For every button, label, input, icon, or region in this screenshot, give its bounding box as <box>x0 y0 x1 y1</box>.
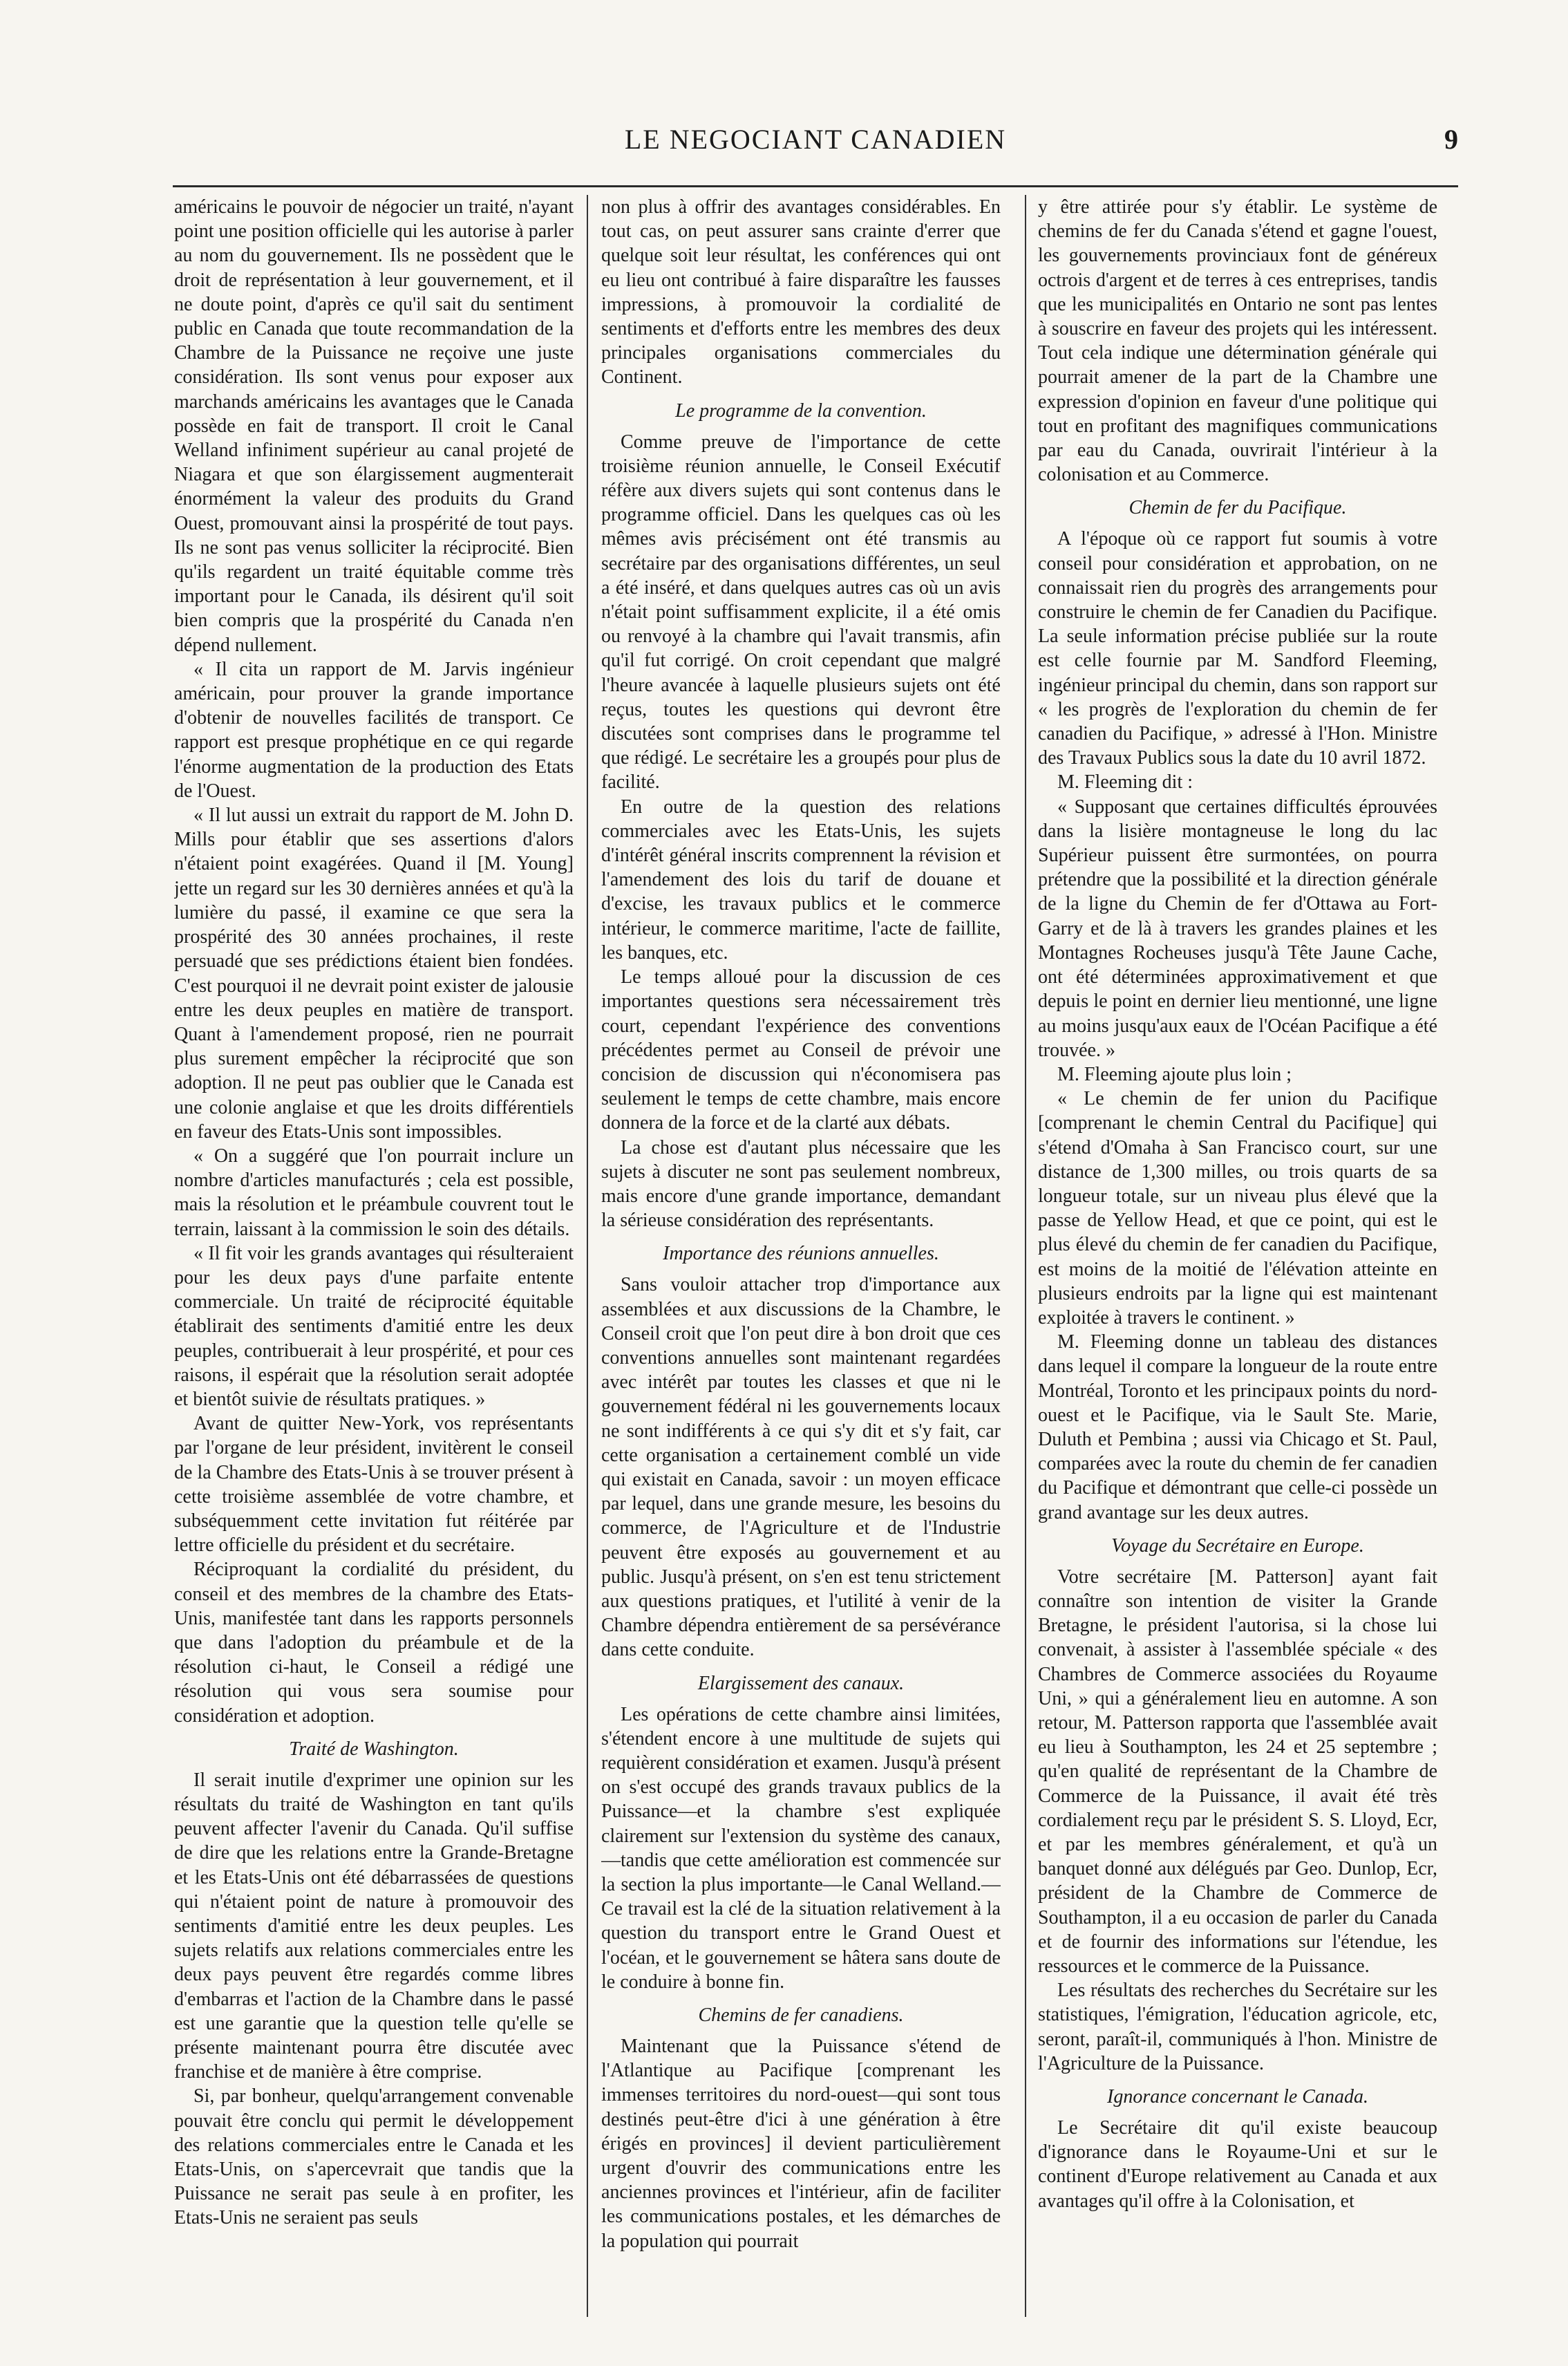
paragraph: M. Fleeming dit : <box>1057 771 1193 794</box>
header-rule <box>173 185 1458 187</box>
paragraph: « Il lut aussi un extrait du rapport de M. John D. Mills pour établir que ses assertions d'alors n'étaient point exagérées. Quand il [M. Young] jette un regard sur les 30 dernières années et qu'à la lumière du passé, il examine ce que sera la prospérité des 30 années prochaines, il reste persuadé que ses prédictions étaient bien fondées. C'est pourquoi il ne devrait point exister de jalousie entre les deux peuples en matière de transport. Quant à l'amendement proposé, rien ne pourrait plus surement empêcher la réciprocité que son adoption. Il ne peut pas oublier que le Canada est une colonie anglaise et que les droits différentiels en faveur des Etats-Unis sont impossibles. <box>174 805 574 1143</box>
paragraph: Le temps alloué pour la discussion de ces importantes questions sera nécessairement très court, cependant l'expérience des conventions précédentes permet au Conseil de prévoir une concision de discussion qui n'économisera pas seulement le temps de cette chambre, mais encore donnera de la force et de la clarté aux débats. <box>601 966 1001 1134</box>
column-divider <box>1025 195 1026 2317</box>
newspaper-title: LE NEGOCIANT CANADIEN <box>624 124 1007 155</box>
paragraph: Votre secrétaire [M. Patterson] ayant fait connaître son intention de visiter la Grande Bretagne, le président l'autorisa, si la chose lui convenait, à assister à l'assemblée spéciale « des Chambres de Commerce associées du Royaume Uni, » qui a généralement lieu en automne. A son retour, M. Patterson rapporta que l'assemblée avait eu lieu à Southampton, les 24 et 25 septembre ; qu'en qualité de représentant de la Chambre de Commerce de la Puissance, il avait été très cordialement reçu par le président S. S. Lloyd, Ecr, et par les membres généralement, et qu'à un banquet donné aux délégués par Geo. Dunlop, Ecr, président de la Chambre de Commerce de Southampton, il a eu occasion de parler du Canada et de fournir des informations sur l'étendue, les ressources et le commerce de la Puissance. <box>1038 1566 1437 1978</box>
section-heading: Chemin de fer du Pacifique. <box>1128 497 1347 519</box>
paragraph: américains le pouvoir de négocier un traité, n'ayant point une position officielle qui les autorise à parler au nom du gouvernement. Ils ne possèdent que le droit de représentation à leur gouvernement, et il ne doute point, d'après ce qu'il sait du sentiment public en Canada que toute recommandation de la Chambre de la Puissance ne reçoive une juste considération. Ils sont venus pour exposer aux marchands américains les avantages que le Canada possède en fait de transport. Il croit le Canal Welland infiniment supérieur au canal projeté de Niagara et que son élargissement augmenterait énormément la valeur des produits du Grand Ouest, promouvant ainsi la prospérité de tout pays. Ils ne sont pas venus solliciter la réciprocité. Bien qu'ils regardent un traité équitable comme très important pour le Canada, ils désirent qu'il soit bien compris que la prospérité du Canada n'en dépend nullement. <box>174 196 574 656</box>
page-header <box>173 123 1458 171</box>
paragraph: Avant de quitter New-York, vos représentants par l'organe de leur président, invitèrent le conseil de la Chambre des Etats-Unis à se trouver présent à cette troisième assemblée de votre chambre, et subséquemment cette invitation fut réitérée par lettre officielle du président et du secrétaire. <box>174 1413 574 1557</box>
paragraph: Les opérations de cette chambre ainsi limitées, s'étendent encore à une multitude de sujets qui requièrent considération et examen. Jusqu'à présent on s'est occupé des grands travaux publics de la Puissance—et la chambre s'est expliquée clairement sur l'extension du système des canaux,—tandis que cette amélioration est commencée sur la section la plus importante—le Canal Welland.—Ce travail est la clé de la situation relativement à la question du transport entre le Grand Ouest et l'océan, et le gouvernement se hâtera sans doute de le conduire à bonne fin. <box>601 1703 1001 1993</box>
paragraph: A l'époque où ce rapport fut soumis à votre conseil pour considération et approbation, on ne connaissait rien du progrès des arrangements pour construire le chemin de fer Canadien du Pacifique. La seule information précise publiée sur la route est celle fournie par M. Sandford Fleeming, ingénieur principal du chemin, dans son rapport sur « les progrès de l'exploration du chemin de fer canadien du Pacifique, » adressé à l'Hon. Ministre des Travaux Publics sous la date du 10 avril 1872. <box>1038 528 1437 769</box>
paragraph: « Il fit voir les grands avantages qui résulteraient pour les deux pays d'une parfaite entente commerciale. Un traité de réciprocité équitable établirait des sentiments d'amitié entre les deux peuples, contribuerait à leur prospérité, et pour ces raisons, il espérait que la résolution serait adoptée et bientôt suivie de résultats pratiques. » <box>174 1242 574 1410</box>
paragraph: Le Secrétaire dit qu'il existe beaucoup d'ignorance dans le Royaume-Uni et sur le continent d'Europe relativement au Canada et aux avantages qu'il offre à la Colonisation, et <box>1038 2117 1437 2212</box>
paragraph: non plus à offrir des avantages considérables. En tout cas, on peut assurer sans crainte d'errer que quelque soit leur résultat, les conférences qui ont eu lieu ont contribué à faire disparaître les fausses impressions, à promouvoir la cordialité de sentiments et d'efforts entre les membres des deux principales organisations commerciales du Continent. <box>601 196 1001 388</box>
paragraph: Les résultats des recherches du Secrétaire sur les statistiques, l'émigration, l'éducation agricole, etc, seront, paraît-il, communiqués à l'hon. Ministre de l'Agriculture de la Puissance. <box>1038 1980 1437 2074</box>
paragraph: Il serait inutile d'exprimer une opinion sur les résultats du traité de Washington en tant qu'ils peuvent affecter l'avenir du Canada. Qu'il suffise de dire que les relations entre la Grande-Bretagne et les Etats-Unis ont été débarrassées de questions qui n'étaient point de nature à promouvoir des sentiments d'amitié entre les deux peuples. Les sujets relatifs aux relations commerciales entre les deux pays peuvent être regardés comme libres d'embarras et l'action de la Chambre dans le passé est une garantie que la question telle qu'elle se présente maintenant pourra être discutée avec franchise et de manière à être comprise. <box>174 1769 574 2083</box>
paragraph: « Il cita un rapport de M. Jarvis ingénieur américain, pour prouver la grande importance d'obtenir de nouvelles facilités de transport. Ce rapport est presque prophétique en ce qui regarde l'énorme augmentation de la production des Etats de l'Ouest. <box>174 658 574 802</box>
paragraph: M. Fleeming donne un tableau des distances dans lequel il compare la longueur de la route entre Montréal, Toronto et les principaux points du nord-ouest et le Pacifique, via le Sault Ste. Marie, Duluth et Pembina ; aussi via Chicago et St. Paul, comparées avec la route du chemin de fer canadien du Pacifique et démontrant que celle-ci possède un grand avantage sur les deux autres. <box>1038 1331 1437 1523</box>
paragraph: « On a suggéré que l'on pourrait inclure un nombre d'articles manufacturés ; cela est possible, mais la résolution et le préambule couvrent tout le terrain, laissant à la commission le soin des détails. <box>174 1145 574 1240</box>
section-heading: Importance des réunions annuelles. <box>663 1243 939 1265</box>
paragraph: Si, par bonheur, quelqu'arrangement convenable pouvait être conclu qui permit le développement des relations commerciales entre le Canada et les Etats-Unis, on s'apercevrait que tandis que la Puissance ne serait pas seule à en profiter, les Etats-Unis ne seraient pas seuls <box>174 2085 574 2229</box>
paragraph: En outre de la question des relations commerciales avec les Etats-Unis, les sujets d'intérêt général inscrits comprennent la révision et l'amendement des lois du tarif de douane et d'excise, les travaux publics et le commerce intérieur, le commerce maritime, l'acte de faillite, les banques, etc. <box>601 796 1001 964</box>
column-divider <box>587 195 588 2317</box>
section-heading: Voyage du Secrétaire en Europe. <box>1111 1534 1364 1557</box>
paragraph: « Supposant que certaines difficultés éprouvées dans la lisière montagneuse le long du lac Supérieur puissent être surmontées, on pourra prétendre que la possibilité et la direction générale de la ligne du Chemin de fer d'Ottawa au Fort-Garry et de là à travers les grandes plaines et les Montagnes Rocheuses jusqu'à Tête Jaune Cache, ont été déterminées approximativement et que depuis le point en dernier lieu mentionné, une ligne au moins jusqu'aux eaux de l'Océan Pacifique a été trouvée. » <box>1038 796 1437 1061</box>
column-2 <box>601 195 1001 2317</box>
paragraph: Sans vouloir attacher trop d'importance aux assemblées et aux discussions de la Chambre, le Conseil croit que l'on peut dire à bon droit que ces conventions annuelles sont maintenant regardées avec intérêt par toutes les classes et que ni le gouvernement fédéral ni les gouvernements locaux ne sont indifférents à ce qui s'y dit et s'y fait, car cette organisation a certainement comblé un vide qui existait en Canada, savoir : un moyen efficace par lequel, dans une grande mesure, les besoins du commerce, de l'Agriculture et de l'Industrie peuvent être exposés au gouvernement et au public. Jusqu'à présent, on s'en est tenu strictement aux questions pratiques, et l'utilité à venir de la Chambre dépendra entièrement de sa persévérance dans cette conduite. <box>601 1274 1001 1661</box>
paragraph: Maintenant que la Puissance s'étend de l'Atlantique au Pacifique [comprenant les immenses territoires du nord-ouest—qui sont tous destinés peut-être d'ici à une génération à être érigés en provinces] il devient particulièrement urgent d'ouvrir des communications entre les anciennes provinces et l'intérieur, afin de faciliter les communications postales, et les démarches de la population qui pourrait <box>601 2036 1001 2252</box>
paragraph: M. Fleeming ajoute plus loin ; <box>1057 1063 1292 1085</box>
section-heading: Traité de Washington. <box>289 1738 459 1760</box>
section-heading: Ignorance concernant le Canada. <box>1107 2086 1368 2108</box>
column-3 <box>1038 195 1437 2317</box>
paragraph: Comme preuve de l'importance de cette troisième réunion annuelle, le Conseil Exécutif réfère aux divers sujets qui sont contenus dans le programme officiel. Dans les quelques cas où les mêmes avis précisément ont été transmis au secrétaire par des organisations différentes, un seul a été inséré, et dans quelques autres cas où un avis n'était point suffisamment explicite, il a été omis ou renvoyé à la chambre qui l'avait transmis, afin qu'il fut corrigé. On croit cependant que malgré l'heure avancée à laquelle plusieurs sujets ont été reçus, toutes les questions qui devront être discutées sont comprises dans le programme tel que rédigé. Le secrétaire les a groupés pour plus de facilité. <box>601 431 1001 794</box>
section-heading: Le programme de la convention. <box>675 400 927 422</box>
paragraph: y être attirée pour s'y établir. Le système de chemins de fer du Canada s'étend et gagne l'ouest, les gouvernements provinciaux font de généreux octrois d'argent et de terres à ces entreprises, tandis que les municipalités en Ontario ne sont pas lentes à souscrire en faveur des projets qui les intéressent. Tout cela indique une détermination générale qui pourrait amener de la part de la Chambre une expression d'opinion en faveur d'une politique qui tout en profitant des magnifiques communications par eau du Canada, ouvrirait l'intérieur à la colonisation et au Commerce. <box>1038 196 1437 486</box>
paragraph: La chose est d'autant plus nécessaire que les sujets à discuter ne sont pas seulement nombreux, mais encore d'une grande importance, demandant la sérieuse considération des représentants. <box>601 1136 1001 1232</box>
page-number: 9 <box>1444 124 1458 155</box>
paragraph: « Le chemin de fer union du Pacifique [comprenant le chemin Central du Pacifique] qui s'étend d'Omaha à San Francisco court, sur une distance de 1,300 milles, ou trois quarts de sa longueur totale, sur un niveau plus élevé que la passe de Yellow Head, et que ce point, qui est le plus élevé du chemin de fer canadien du Pacifique, est moins de la moitié de l'élévation atteinte en plusieurs endroits par la ligne qui est maintenant exploitée à travers le continent. » <box>1038 1088 1437 1328</box>
column-1 <box>174 195 574 2317</box>
section-heading: Chemins de fer canadiens. <box>698 2004 904 2027</box>
paragraph: Réciproquant la cordialité du président, du conseil et des membres de la chambre des Etats-Unis, manifestée tant dans les rapports personnels que dans l'adoption du préambule et de la résolution ci-haut, le Conseil a rédigé une résolution qui vous sera soumise pour considération et adoption. <box>174 1559 574 1727</box>
section-heading: Elargissement des canaux. <box>697 1672 905 1694</box>
